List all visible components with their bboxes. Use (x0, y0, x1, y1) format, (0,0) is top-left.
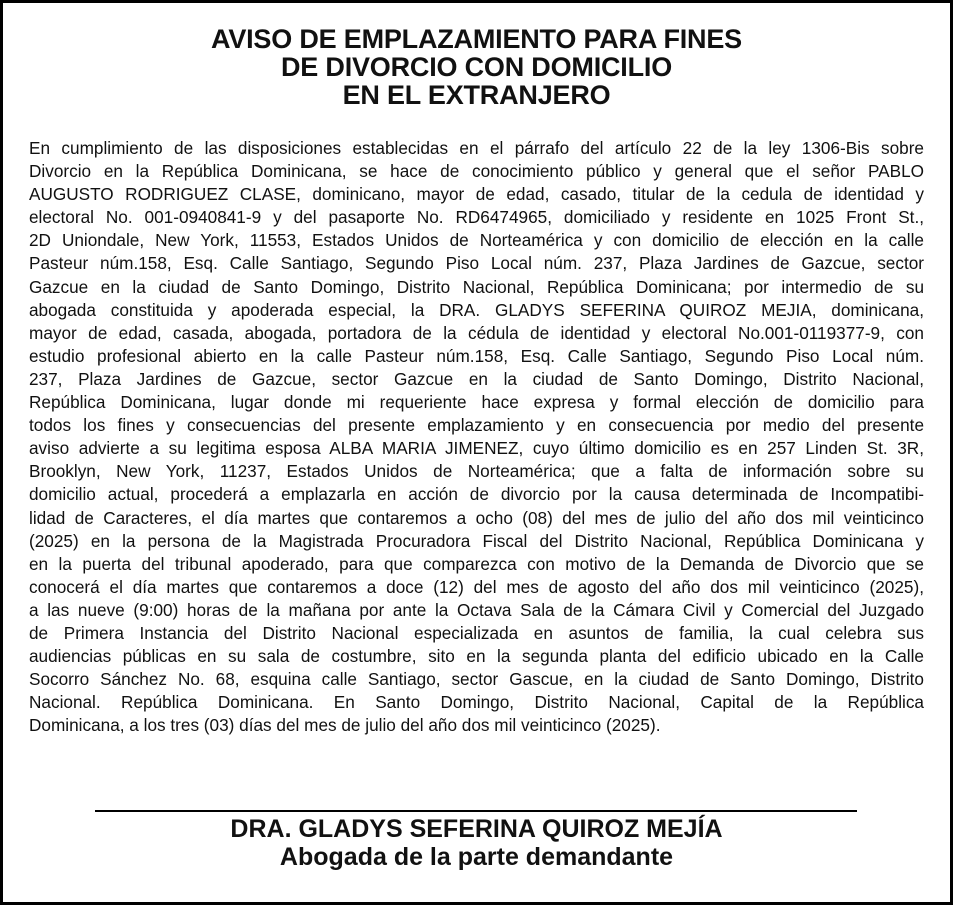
body-line: a las nueve (9:00) horas de la mañana por ante la Octava Sala de la Cámara Civil y Comercial del Juzgado (29, 599, 924, 620)
body-line: conocerá el día martes que contaremos a doce (12) del mes de agosto del año dos mil veinticinco (2025), (29, 576, 924, 597)
body-line: lidad de Caracteres, el día martes que contaremos a ocho (08) del mes de julio del año dos mil veinticinco (29, 507, 924, 528)
body-line: de Primera Instancia del Distrito Nacional especializada en asuntos de familia, la cual celebra sus (29, 622, 924, 643)
body-line: (2025) en la persona de la Magistrada Procuradora Fiscal del Distrito Nacional, República Dominicana y (29, 530, 924, 551)
body-line: audiencias públicas en su sala de costumbre, sito en la segunda planta del edificio ubicado en la Calle (29, 646, 924, 667)
body-line: domicilio actual, procederá a emplazarla en acción de divorcio por la causa determinada de Incompatibi- (29, 484, 924, 505)
title-line-2: DE DIVORCIO CON DOMICILIO (280, 52, 672, 82)
body-line: 237, Plaza Jardines de Gazcue, sector Gazcue en la ciudad de Santo Domingo, Distrito Nacional, (29, 368, 924, 389)
signatory-role: Abogada de la parte demandante (279, 843, 674, 871)
body-line: 2D Uniondale, New York, 11553, Estados Unidos de Norteamérica y con domicilio de elección en la calle (29, 230, 924, 251)
body-line: Divorcio en la República Dominicana, se hace de conocimiento público y general que el señor PABLO (29, 161, 924, 182)
body-line: electoral No. 001-0940841-9 y del pasaporte No. RD6474965, domiciliado y residente en 1025 Front St., (29, 207, 924, 228)
body-line: AUGUSTO RODRIGUEZ CLASE, dominicano, mayor de edad, casado, titular de la cedula de identidad y (29, 184, 924, 205)
title-line-1: AVISO DE EMPLAZAMIENTO PARA FINES (211, 24, 742, 54)
body-line: mayor de edad, casada, abogada, portadora de la cédula de identidad y electoral No.001-0119377-9, con (29, 322, 924, 343)
body-line: República Dominicana, lugar donde mi requeriente hace expresa y formal elección de domicilio para (29, 392, 924, 413)
body-line: Gazcue en la ciudad de Santo Domingo, Distrito Nacional, República Dominicana; por intermedio de su (29, 276, 924, 297)
notice-title (3, 25, 950, 109)
body-line: aviso advierte a su legitima esposa ALBA MARIA JIMENEZ, cuyo último domicilio es en 257 Linden St. 3R, (29, 438, 924, 459)
body-line: todos los fines y consecuencias del presente emplazamiento y en consecuencia por medio del presente (29, 415, 924, 436)
body-line: Socorro Sánchez No. 68, esquina calle Santiago, sector Gascue, en la ciudad de Santo Domingo, Distrito (29, 669, 924, 690)
signature-line (95, 810, 857, 812)
body-line: estudio profesional abierto en la calle Pasteur núm.158, Esq. Calle Santiago, Segundo Piso Local núm. (29, 345, 924, 366)
signatory-name: DRA. GLADYS SEFERINA QUIROZ MEJÍA (230, 815, 723, 843)
title-line-3: EN EL EXTRANJERO (342, 80, 611, 110)
body-line: Brooklyn, New York, 11237, Estados Unidos de Norteamérica; que a falta de información sobre su (29, 461, 924, 482)
body-line: Nacional. República Dominicana. En Santo Domingo, Distrito Nacional, Capital de la República (29, 692, 924, 713)
body-line: Pasteur núm.158, Esq. Calle Santiago, Segundo Piso Local núm. 237, Plaza Jardines de Gazcue, sector (29, 253, 924, 274)
body-line: abogada constituida y apoderada especial, la DRA. GLADYS SEFERINA QUIROZ MEJIA, dominicana, (29, 299, 924, 320)
body-line: En cumplimiento de las disposiciones establecidas en el párrafo del artículo 22 de la ley 1306-Bis sobre (29, 138, 924, 158)
notice-body (29, 137, 924, 737)
body-line: en la puerta del tribunal apoderado, para que comparezca con motivo de la Demanda de Divorcio que se (29, 553, 924, 574)
body-line-last: Dominicana, a los tres (03) días del mes de julio del año dos mil veinticinco (2025). (29, 715, 661, 736)
